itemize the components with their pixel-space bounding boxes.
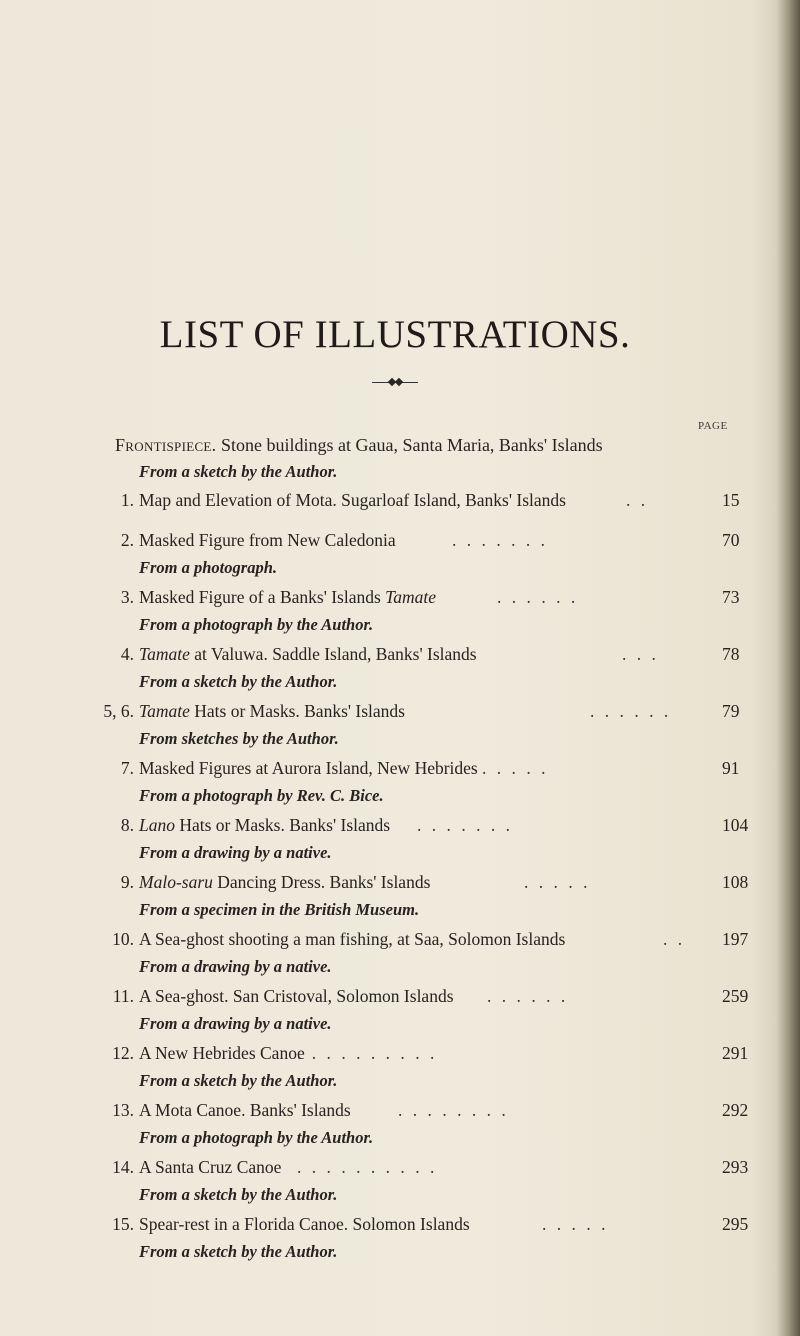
entry-page-number: 91 — [722, 758, 740, 778]
entry-caption — [139, 872, 430, 893]
entry-caption-italic: Tamate — [139, 644, 190, 664]
frontispiece-source: From a sketch by the Author. — [139, 462, 338, 481]
entry-number: 9. — [120, 872, 134, 892]
entry-source: From a photograph by the Author. — [139, 1128, 374, 1147]
entry-caption — [139, 644, 477, 665]
entry-page-number: 197 — [722, 929, 749, 949]
dot-leaders: ....... — [417, 815, 521, 835]
dot-leaders: ...... — [497, 587, 586, 607]
entry-caption-italic: Tamate — [139, 701, 190, 721]
entry-caption-text: A Sea-ghost. San Cristoval, Solomon Islands — [139, 986, 454, 1006]
entry-page-number: 291 — [722, 1043, 749, 1063]
entry-caption-text: A Sea-ghost shooting a man fishing, at Saa, Solomon Islands — [139, 929, 566, 949]
entry-number: 14. — [112, 1157, 134, 1177]
dot-leaders: .. — [663, 929, 693, 949]
dot-leaders: ... — [622, 644, 667, 664]
entry-source: From a sketch by the Author. — [139, 672, 338, 691]
entry-page-number: 295 — [722, 1214, 749, 1234]
title-ornament — [372, 378, 418, 388]
entry-caption-text: A New Hebrides Canoe — [139, 1043, 305, 1063]
entry-caption-text: Hats or Masks. Banks' Islands — [189, 701, 405, 721]
entry-number: 8. — [120, 815, 134, 835]
entry-source: From a sketch by the Author. — [139, 1242, 338, 1261]
entry-page-number: 15 — [722, 490, 740, 510]
entry-caption-text: Masked Figures at Aurora Island, New Hebrides — [139, 758, 478, 778]
entry-source: From a specimen in the British Museum. — [139, 900, 420, 919]
entry-caption — [139, 530, 396, 551]
dot-leaders: .......... — [297, 1043, 445, 1063]
dot-leaders: ...... — [487, 986, 576, 1006]
entry-source: From a drawing by a native. — [139, 957, 332, 976]
entry-caption — [139, 1100, 351, 1121]
dot-leaders: ........ — [398, 1100, 517, 1120]
entry-caption-text: Dancing Dress. Banks' Islands — [212, 872, 431, 892]
entry-source: From sketches by the Author. — [139, 729, 339, 748]
entry-number: 15. — [112, 1214, 134, 1234]
dot-leaders: .. — [626, 490, 656, 510]
entry-source: From a drawing by a native. — [139, 843, 332, 862]
entry-number: 11. — [112, 986, 134, 1006]
frontispiece-text: Stone buildings at Gaua, Santa Maria, Banks' Islands — [220, 435, 603, 455]
entry-caption-text: at Valuwa. Saddle Island, Banks' Islands — [189, 644, 477, 664]
entry-source: From a sketch by the Author. — [139, 1071, 338, 1090]
entry-caption-text: A Santa Cruz Canoe — [139, 1157, 282, 1177]
entry-caption — [139, 1214, 470, 1235]
entry-number: 13. — [112, 1100, 134, 1120]
entry-caption — [139, 1157, 281, 1178]
entry-caption — [139, 490, 566, 511]
entry-caption-text: Hats or Masks. Banks' Islands — [174, 815, 391, 835]
entry-page-number: 293 — [722, 1157, 749, 1177]
dot-leaders: ....... — [452, 530, 556, 550]
entry-caption — [139, 758, 478, 779]
entry-page-number: 78 — [722, 644, 740, 664]
entry-page-number: 108 — [722, 872, 749, 892]
entry-caption — [139, 986, 454, 1007]
entry-page-number: 70 — [722, 530, 740, 550]
entry-caption — [139, 701, 405, 722]
entry-page-number: 259 — [722, 986, 749, 1006]
page-column-label: PAGE — [698, 420, 728, 432]
entry-caption-text: Map and Elevation of Mota. Sugarloaf Island, Banks' Islands — [139, 490, 566, 510]
entry-caption-text: Masked Figure from New Caledonia — [139, 530, 396, 550]
entry-caption-italic: Lano — [139, 815, 175, 835]
entry-source: From a drawing by a native. — [139, 1014, 332, 1033]
entry-caption-text: Masked Figure of a Banks' Islands — [139, 587, 386, 607]
entry-caption — [139, 1043, 305, 1064]
entry-source: From a photograph by Rev. C. Bice. — [139, 786, 384, 805]
dot-leaders: .......... — [297, 1157, 445, 1177]
entry-number: 5, 6. — [103, 701, 134, 721]
entry-caption — [139, 587, 436, 608]
entry-source: From a photograph. — [139, 558, 277, 577]
entry-page-number: 79 — [722, 701, 740, 721]
page-title: LIST OF ILLUSTRATIONS. — [159, 313, 631, 356]
entry-page-number: 104 — [722, 815, 749, 835]
entry-number: 1. — [120, 490, 134, 510]
dot-leaders: ..... — [482, 758, 556, 778]
dot-leaders: ...... — [590, 701, 679, 721]
entry-caption-italic: Malo-saru — [139, 872, 213, 892]
entry-caption-text: Spear-rest in a Florida Canoe. Solomon Islands — [139, 1214, 470, 1234]
entry-number: 10. — [112, 929, 134, 949]
dot-leaders: ..... — [542, 1214, 616, 1234]
entry-caption-italic: Tamate — [385, 587, 437, 607]
entry-number: 7. — [120, 758, 134, 778]
entry-source: From a photograph by the Author. — [139, 615, 374, 634]
entry-number: 3. — [120, 587, 134, 607]
entry-number: 12. — [112, 1043, 134, 1063]
entry-page-number: 292 — [722, 1100, 749, 1120]
dot-leaders: ..... — [524, 872, 598, 892]
entry-caption — [139, 929, 565, 950]
frontispiece-label: Frontispiece. — [115, 435, 217, 455]
entry-number: 4. — [120, 644, 134, 664]
entry-caption-text: A Mota Canoe. Banks' Islands — [139, 1100, 351, 1120]
entry-number: 2. — [120, 530, 134, 550]
entry-caption — [139, 815, 390, 836]
entry-page-number: 73 — [722, 587, 740, 607]
entry-source: From a sketch by the Author. — [139, 1185, 338, 1204]
